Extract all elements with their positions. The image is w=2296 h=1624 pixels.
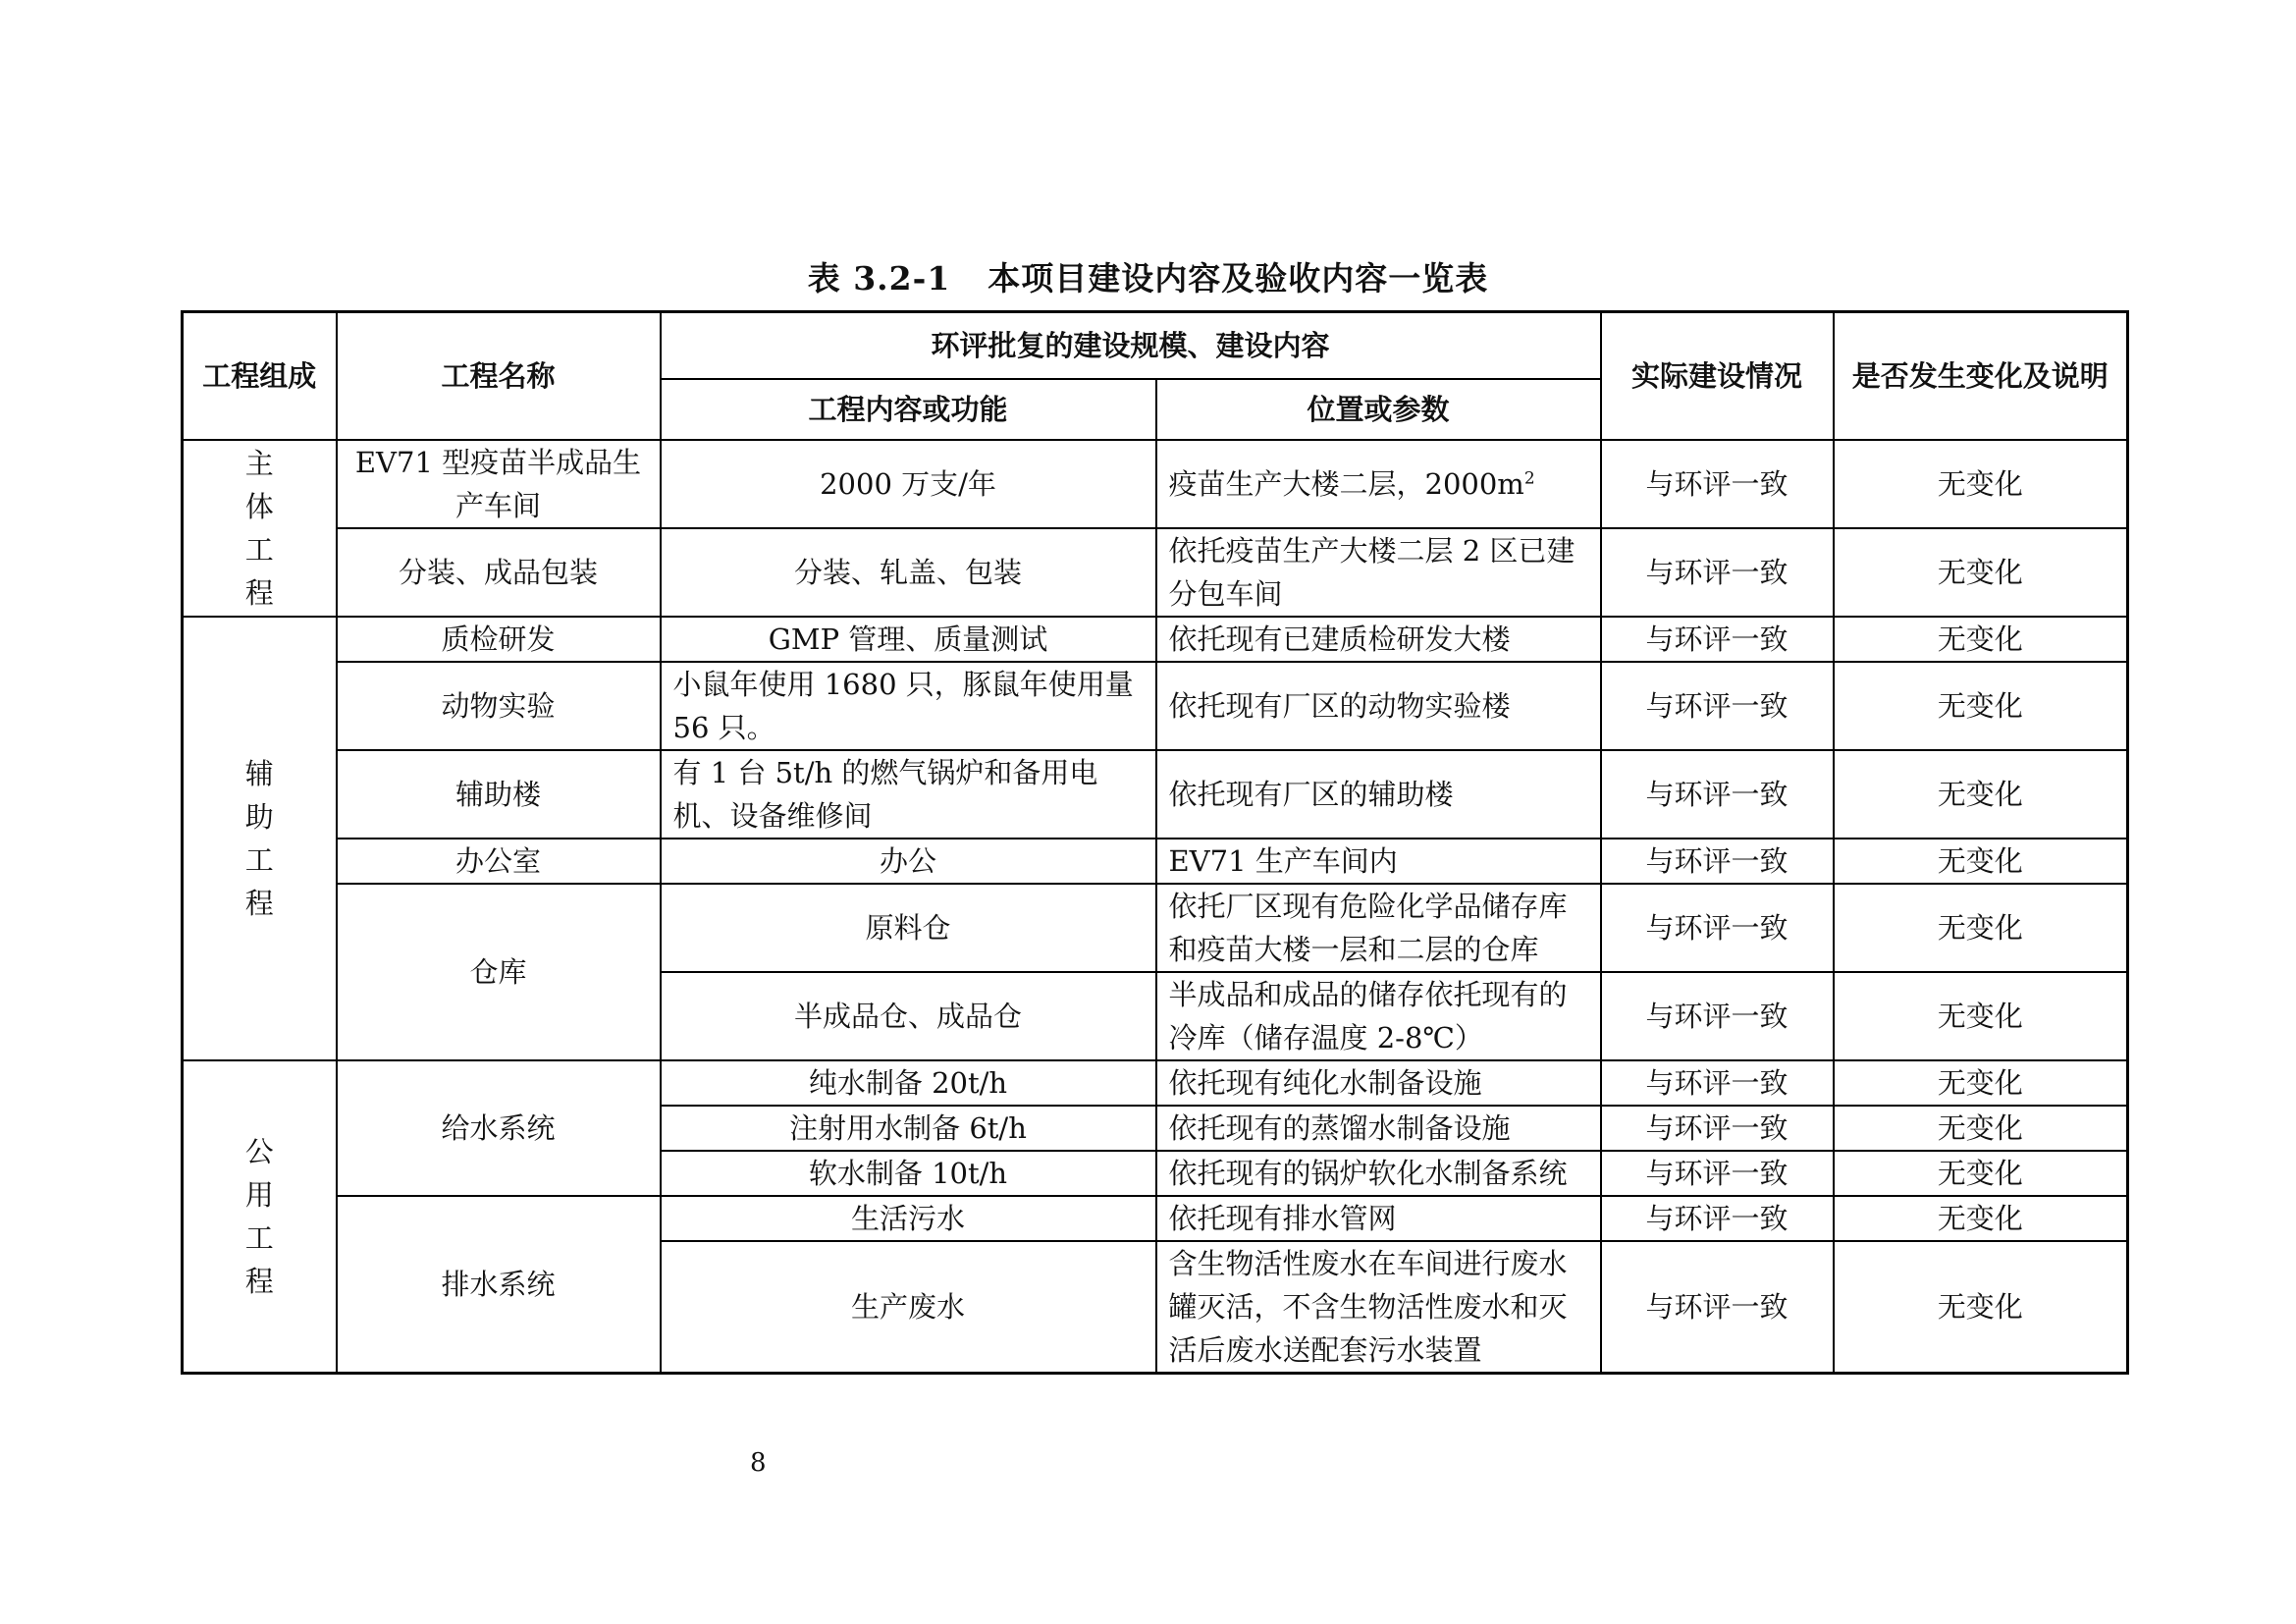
header-approved: 环评批复的建设规模、建设内容 <box>661 312 1601 379</box>
row-actual: 与环评一致 <box>1601 750 1834 839</box>
table-row <box>183 440 2128 528</box>
table-row <box>183 884 2128 972</box>
row-actual: 与环评一致 <box>1601 440 1834 528</box>
row-change: 无变化 <box>1834 662 2128 750</box>
table-row <box>183 839 2128 884</box>
row-actual: 与环评一致 <box>1601 1241 1834 1374</box>
row-name: 排水系统 <box>337 1196 661 1374</box>
row-content: 办公 <box>661 839 1156 884</box>
row-change: 无变化 <box>1834 1106 2128 1151</box>
row-name: 辅助楼 <box>337 750 661 839</box>
row-location: 依托厂区现有危险化学品储存库和疫苗大楼一层和二层的仓库 <box>1156 884 1601 972</box>
row-location: 依托现有厂区的动物实验楼 <box>1156 662 1601 750</box>
header-content: 工程内容或功能 <box>661 379 1156 440</box>
row-location: 依托现有已建质检研发大楼 <box>1156 617 1601 662</box>
row-actual: 与环评一致 <box>1601 528 1834 617</box>
row-change: 无变化 <box>1834 528 2128 617</box>
row-name: 给水系统 <box>337 1060 661 1196</box>
row-name: 动物实验 <box>337 662 661 750</box>
row-content: 软水制备 10t/h <box>661 1151 1156 1196</box>
row-content: 生产废水 <box>661 1241 1156 1374</box>
row-change: 无变化 <box>1834 972 2128 1060</box>
header-group: 工程组成 <box>183 312 337 440</box>
header-change: 是否发生变化及说明 <box>1834 312 2128 440</box>
row-content: 半成品仓、成品仓 <box>661 972 1156 1060</box>
row-content: 生活污水 <box>661 1196 1156 1241</box>
row-actual: 与环评一致 <box>1601 839 1834 884</box>
row-location: 半成品和成品的储存依托现有的冷库（储存温度 2-8℃） <box>1156 972 1601 1060</box>
row-change: 无变化 <box>1834 1151 2128 1196</box>
row-change: 无变化 <box>1834 884 2128 972</box>
row-change: 无变化 <box>1834 839 2128 884</box>
row-actual: 与环评一致 <box>1601 1151 1834 1196</box>
header-actual: 实际建设情况 <box>1601 312 1834 440</box>
table-title: 本项目建设内容及验收内容一览表 <box>988 259 1489 298</box>
row-actual: 与环评一致 <box>1601 884 1834 972</box>
row-actual: 与环评一致 <box>1601 1196 1834 1241</box>
row-content: 纯水制备 20t/h <box>661 1060 1156 1106</box>
row-content: 注射用水制备 6t/h <box>661 1106 1156 1151</box>
row-content: GMP 管理、质量测试 <box>661 617 1156 662</box>
row-content: 有 1 台 5t/h 的燃气锅炉和备用电机、设备维修间 <box>661 750 1156 839</box>
row-name: 分装、成品包装 <box>337 528 661 617</box>
row-content: 2000 万支/年 <box>661 440 1156 528</box>
group-aux: 辅 助 工 程 <box>183 617 337 1060</box>
row-location: 依托现有的蒸馏水制备设施 <box>1156 1106 1601 1151</box>
row-actual: 与环评一致 <box>1601 1106 1834 1151</box>
header-location: 位置或参数 <box>1156 379 1601 440</box>
table-row <box>183 750 2128 839</box>
table-row <box>183 1196 2128 1241</box>
row-actual: 与环评一致 <box>1601 972 1834 1060</box>
table-caption <box>0 253 2296 299</box>
row-location: 依托现有纯化水制备设施 <box>1156 1060 1601 1106</box>
page-number: 8 <box>750 1448 767 1478</box>
row-change: 无变化 <box>1834 1241 2128 1374</box>
row-name: 质检研发 <box>337 617 661 662</box>
row-content: 原料仓 <box>661 884 1156 972</box>
row-location: 疫苗生产大楼二层，$2000m^2$ <box>1156 440 1601 528</box>
row-change: 无变化 <box>1834 750 2128 839</box>
row-change: 无变化 <box>1834 440 2128 528</box>
construction-content-table <box>181 310 2129 1375</box>
row-location: EV71 生产车间内 <box>1156 839 1601 884</box>
row-actual: 与环评一致 <box>1601 1060 1834 1106</box>
table-row <box>183 617 2128 662</box>
row-change: 无变化 <box>1834 1060 2128 1106</box>
row-change: 无变化 <box>1834 1196 2128 1241</box>
table-number: 表 3.2-1 <box>807 259 951 298</box>
row-content: 小鼠年使用 1680 只，豚鼠年使用量 56 只。 <box>661 662 1156 750</box>
row-location: 依托现有的锅炉软化水制备系统 <box>1156 1151 1601 1196</box>
group-public: 公 用 工 程 <box>183 1060 337 1374</box>
row-name: EV71 型疫苗半成品生产车间 <box>337 440 661 528</box>
row-location: 含生物活性废水在车间进行废水罐灭活，不含生物活性废水和灭活后废水送配套污水装置 <box>1156 1241 1601 1374</box>
row-name: 办公室 <box>337 839 661 884</box>
header-name: 工程名称 <box>337 312 661 440</box>
row-location: 依托现有厂区的辅助楼 <box>1156 750 1601 839</box>
row-location: 依托现有排水管网 <box>1156 1196 1601 1241</box>
table-row <box>183 662 2128 750</box>
row-actual: 与环评一致 <box>1601 617 1834 662</box>
row-actual: 与环评一致 <box>1601 662 1834 750</box>
table-row <box>183 1060 2128 1106</box>
header-row <box>183 312 2128 379</box>
row-content: 分装、轧盖、包装 <box>661 528 1156 617</box>
row-name: 仓库 <box>337 884 661 1060</box>
row-location: 依托疫苗生产大楼二层 2 区已建分包车间 <box>1156 528 1601 617</box>
table-row <box>183 528 2128 617</box>
group-main: 主 体 工 程 <box>183 440 337 617</box>
row-change: 无变化 <box>1834 617 2128 662</box>
